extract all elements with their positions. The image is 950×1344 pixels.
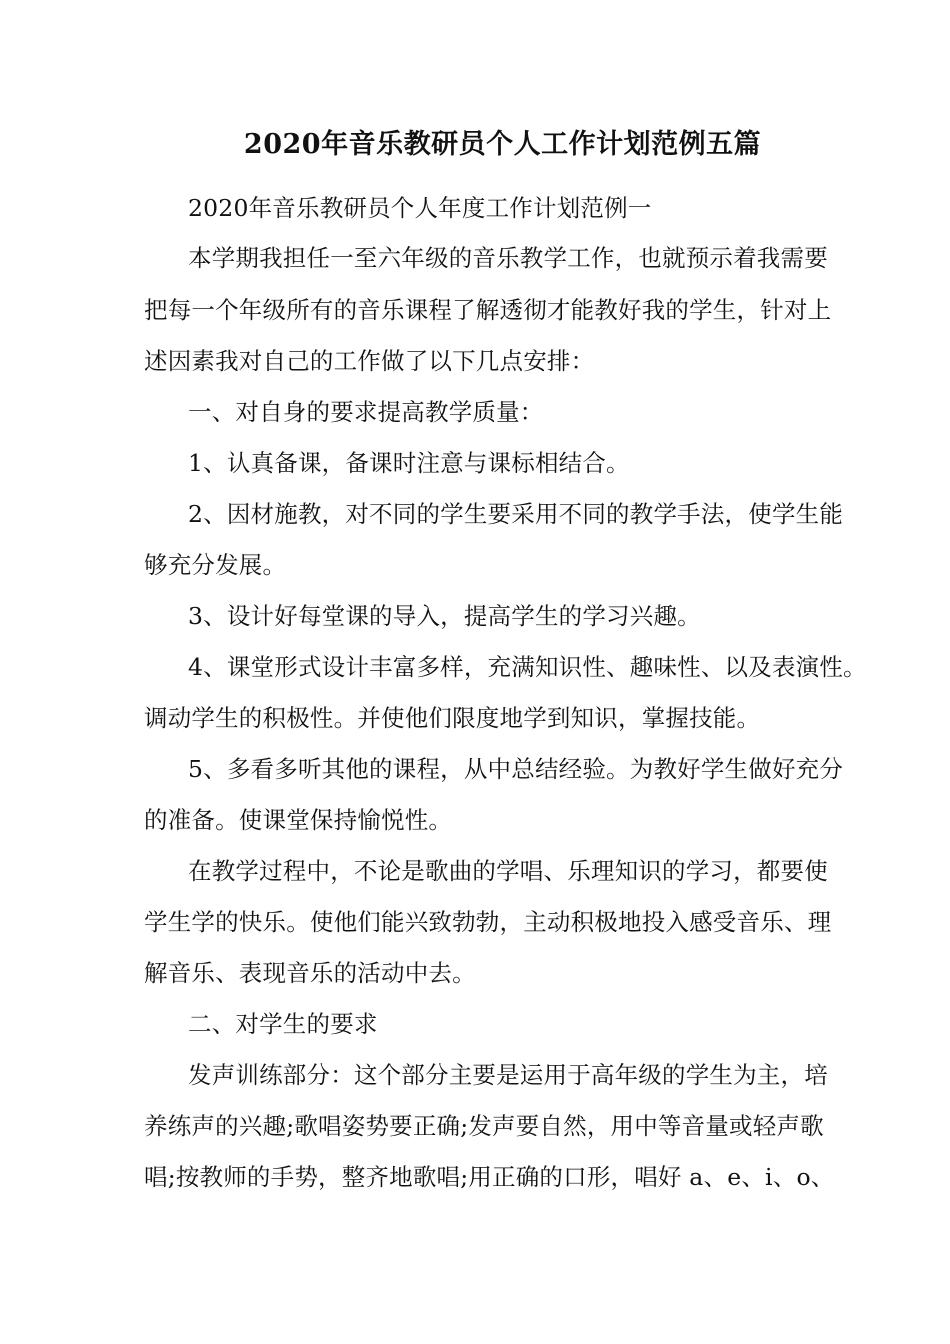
list-item: 4、课堂形式设计丰富多样，充满知识性、趣味性、以及表演性。 xyxy=(188,653,867,681)
section-heading-example-one: 2020年音乐教研员个人年度工作计划范例一 xyxy=(188,194,652,222)
list-item: 5、多看多听其他的课程，从中总结经验。为教好学生做好充分 xyxy=(188,755,844,783)
document-title: 2020年音乐教研员个人工作计划范例五篇 xyxy=(243,129,762,160)
section-heading: 二、对学生的要求 xyxy=(188,1010,378,1038)
paragraph-line: 本学期我担任一至六年级的音乐教学工作，也就预示着我需要 xyxy=(188,244,828,272)
paragraph-line: 发声训练部分：这个部分主要是运用于高年级的学生为主，培 xyxy=(188,1061,828,1089)
paragraph-line: 述因素我对自己的工作做了以下几点安排： xyxy=(144,347,595,375)
paragraph-line: 解音乐、表现音乐的活动中去。 xyxy=(144,959,476,987)
paragraph-line: 在教学过程中，不论是歌曲的学唱、乐理知识的学习，都要使 xyxy=(188,857,828,885)
paragraph-line: 养练声的兴趣;歌唱姿势要正确;发声要自然，用中等音量或轻声歌 xyxy=(144,1112,824,1140)
paragraph-line: 把每一个年级所有的音乐课程了解透彻才能教好我的学生，针对上 xyxy=(144,296,832,324)
list-item: 2、因材施教，对不同的学生要采用不同的教学手法，使学生能 xyxy=(188,500,844,528)
list-item-continuation: 的准备。使课堂保持愉悦性。 xyxy=(144,806,453,834)
list-item: 3、设计好每堂课的导入，提高学生的学习兴趣。 xyxy=(188,602,701,630)
section-heading: 一、对自身的要求提高教学质量： xyxy=(188,398,544,426)
paragraph-line: 学生学的快乐。使他们能兴致勃勃，主动积极地投入感受音乐、理 xyxy=(144,908,832,936)
list-item: 1、认真备课，备课时注意与课标相结合。 xyxy=(188,449,630,477)
paragraph-line: 唱;按教师的手势，整齐地歌唱;用正确的口形，唱好 a、e、i、o、 xyxy=(144,1163,835,1191)
list-item-continuation: 调动学生的积极性。并使他们限度地学到知识，掌握技能。 xyxy=(144,704,761,732)
list-item-continuation: 够充分发展。 xyxy=(144,551,287,579)
